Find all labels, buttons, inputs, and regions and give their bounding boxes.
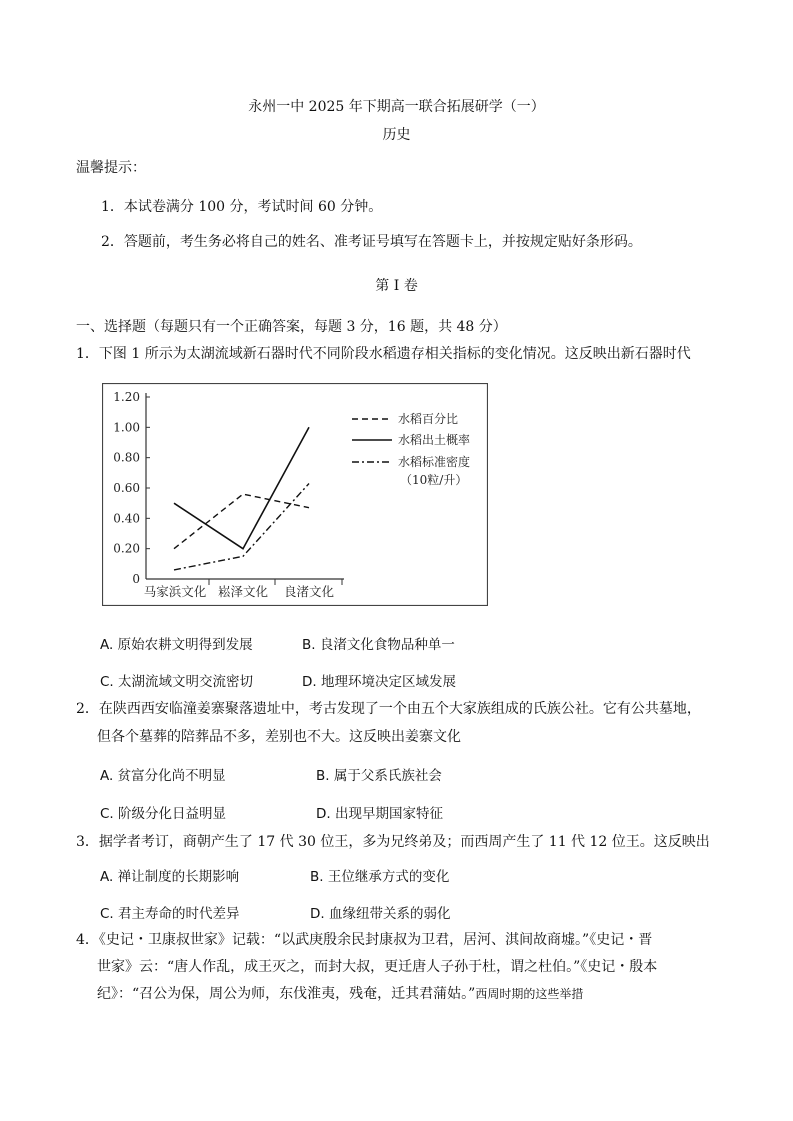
y-tick-label: 0.80: [113, 450, 140, 465]
question-3-stem: 3．据学者考订，商朝产生了 17 代 30 位王，多为兄终弟及；而西周产生了 11 代 12 位王。这反映出: [76, 834, 710, 850]
notice-item-2: 2．答题前，考生务必将自己的姓名、准考证号填写在答题卡上，并按规定贴好条形码。: [101, 234, 642, 250]
x-category-label: 良渚文化: [283, 584, 335, 599]
y-tick-label: 0.20: [113, 541, 140, 556]
q2-option-b: B. 属于父系氏族社会: [316, 768, 442, 784]
y-tick-label: 1.20: [113, 390, 140, 404]
question-4-stem-tail: 西周时期的这些举措: [475, 987, 584, 1001]
subject-title: 历史: [382, 127, 411, 143]
question-4-stem-line-3: [97, 983, 583, 1003]
question-2-stem-line-1: 2．在陕西西安临潼姜寨聚落遗址中，考古发现了一个由五个大家族组成的氏族公社。它有公共墓地，: [76, 701, 701, 717]
y-tick-label: 0.60: [113, 481, 140, 495]
question-1-stem: 1．下图 1 所示为太湖流域新石器时代不同阶段水稻遗存相关指标的变化情况。这反映出新石器时代: [76, 346, 691, 362]
q2-option-d: D. 出现早期国家特征: [316, 806, 443, 822]
q1-option-c: C. 太湖流域文明交流密切: [100, 674, 254, 690]
q3-option-a: A. 禅让制度的长期影响: [100, 869, 240, 885]
y-tick-label: 1.00: [113, 420, 140, 435]
series-line-1: [174, 494, 309, 549]
q3-option-b: B. 王位继承方式的变化: [310, 869, 450, 885]
legend-label-unit: （10粒/升）: [400, 473, 468, 487]
question-4-stem-line-2: 世家》云：“唐人作乱，成王灭之，而封大叔，更迁唐人子孙于杜，谓之杜伯。”《史记・殷本: [97, 959, 658, 975]
x-category-label: 马家浜文化: [143, 584, 207, 599]
q3-option-c: C. 君主寿命的时代差异: [100, 906, 240, 922]
x-category-label: 崧泽文化: [217, 584, 269, 599]
y-tick-label: 0: [132, 572, 140, 586]
q1-option-a: A. 原始农耕文明得到发展: [100, 637, 253, 653]
q2-option-c: C. 阶级分化日益明显: [100, 806, 227, 822]
volume-title: 第 I 卷: [375, 278, 418, 294]
series-line-2: [174, 427, 309, 548]
legend-label-1: 水稻百分比: [398, 412, 459, 426]
q2-option-a: A. 贫富分化尚不明显: [100, 768, 226, 784]
section-heading: 一、选择题（每题只有一个正确答案，每题 3 分，16 题，共 48 分）: [76, 319, 507, 335]
exam-title: 永州一中 2025 年下期高一联合拓展研学（一）: [248, 99, 545, 115]
notice-item-1: 1．本试卷满分 100 分，考试时间 60 分钟。: [101, 199, 383, 215]
legend-label-3: 水稻标准密度: [398, 455, 471, 469]
q1-option-b: B. 良渚文化食物品种单一: [302, 637, 455, 653]
q3-option-d: D. 血缘纽带关系的弱化: [310, 906, 451, 922]
notice-heading: 温馨提示：: [76, 160, 146, 176]
q1-option-d: D. 地理环境决定区域发展: [302, 674, 456, 690]
question-2-stem-line-2: 但各个墓葬的陪葬品不多，差别也不大。这反映出姜寨文化: [97, 729, 461, 745]
question-4-stem-line-3-text: 纪》：“召公为保，周公为师，东伐淮夷，残奄，迁其君蒲姑。”: [97, 986, 476, 1002]
figure-1-chart: [102, 383, 488, 606]
series-line-3: [174, 484, 309, 570]
legend-label-2: 水稻出土概率: [398, 433, 471, 447]
y-tick-label: 0.40: [113, 511, 140, 526]
question-4-stem-line-1: 4．《史记・卫康叔世家》记载：“以武庚殷余民封康叔为卫君，居河、淇间故商墟。”《史记・晋: [76, 932, 653, 948]
